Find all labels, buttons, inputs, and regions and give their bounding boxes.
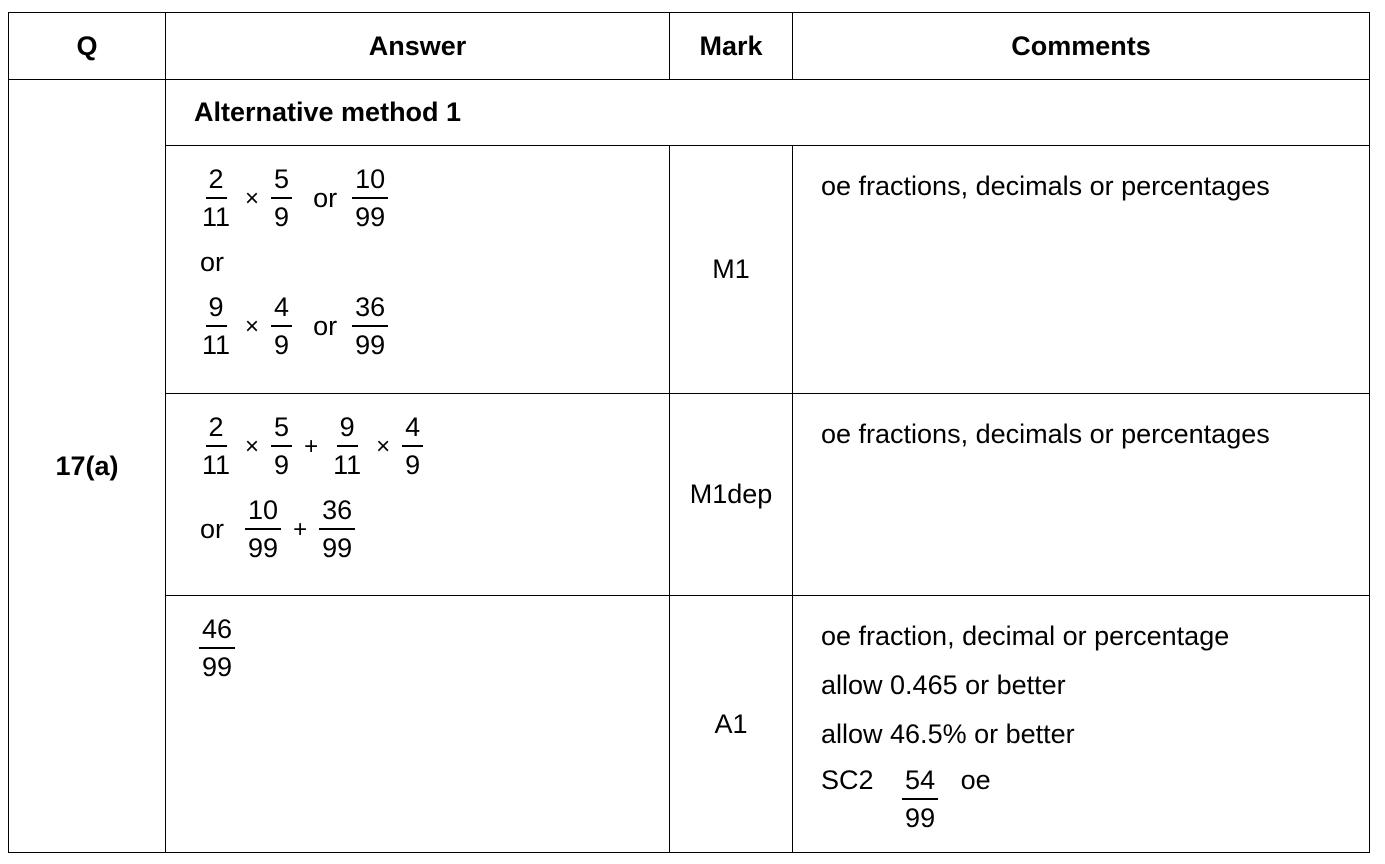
answer-cell (166, 596, 670, 853)
mark-cell: A1 (670, 596, 793, 853)
fraction: $\frac{54}{99}$ (902, 765, 938, 834)
comment-line: oe fractions, decimals or percentages (821, 171, 1270, 201)
or-word: or (313, 311, 338, 341)
answer-line (196, 292, 669, 361)
answer-line (196, 164, 669, 233)
plus-symbol: + (304, 432, 319, 460)
times-symbol: × (376, 432, 391, 460)
plus-symbol: + (293, 515, 308, 543)
answer-line (196, 614, 669, 683)
header-mark: Mark (670, 13, 793, 80)
comment-line: allow 46.5% or better (821, 719, 1075, 749)
sc-suffix: oe (960, 765, 991, 795)
comment-line: oe fraction, decimal or percentage (821, 621, 1230, 651)
mark-scheme-table (8, 12, 1370, 853)
method-row (9, 80, 1370, 146)
special-case-line (821, 765, 1369, 834)
comment-line: allow 0.465 or better (821, 670, 1066, 700)
answer-cell (166, 394, 670, 596)
header-comments: Comments (793, 13, 1370, 80)
mark-cell: M1dep (670, 394, 793, 596)
times-symbol: × (245, 432, 260, 460)
header-row (9, 13, 1370, 80)
answer-line (196, 412, 669, 481)
fraction: $\frac{5}{9}$ (271, 164, 292, 233)
times-symbol: × (245, 184, 260, 212)
comment-cell (793, 146, 1370, 394)
fraction: $\frac{2}{11}$ (202, 164, 231, 232)
table-row (9, 596, 1370, 853)
table-row (9, 394, 1370, 596)
answer-cell (166, 146, 670, 394)
times-symbol: × (245, 312, 260, 340)
fraction: $\frac{10}{99}$ (352, 164, 388, 233)
header-q: Q (9, 13, 166, 80)
comment-cell (793, 394, 1370, 596)
fraction: $\frac{36}{99}$ (319, 495, 355, 564)
header-answer: Answer (166, 13, 670, 80)
or-word: or (200, 514, 225, 544)
fraction: $\frac{2}{11}$ (202, 412, 231, 480)
fraction: $\frac{10}{99}$ (245, 495, 281, 564)
fraction: $\frac{9}{11}$ (333, 412, 362, 480)
or-word: or (200, 247, 225, 277)
sc-label: SC2 (821, 765, 874, 795)
comment-line: oe fractions, decimals or percentages (821, 419, 1270, 449)
fraction: $\frac{4}{9}$ (402, 412, 423, 481)
answer-line (196, 495, 669, 564)
fraction: $\frac{46}{99}$ (199, 614, 235, 683)
question-number: 17(a) (9, 80, 166, 853)
method-label: Alternative method 1 (166, 80, 1370, 146)
table-row (9, 146, 1370, 394)
mark-cell: M1 (670, 146, 793, 394)
fraction: $\frac{36}{99}$ (352, 292, 388, 361)
comment-cell (793, 596, 1370, 853)
or-word: or (313, 183, 338, 213)
fraction: $\frac{4}{9}$ (271, 292, 292, 361)
fraction: $\frac{9}{11}$ (202, 292, 231, 360)
fraction: $\frac{5}{9}$ (271, 412, 292, 481)
